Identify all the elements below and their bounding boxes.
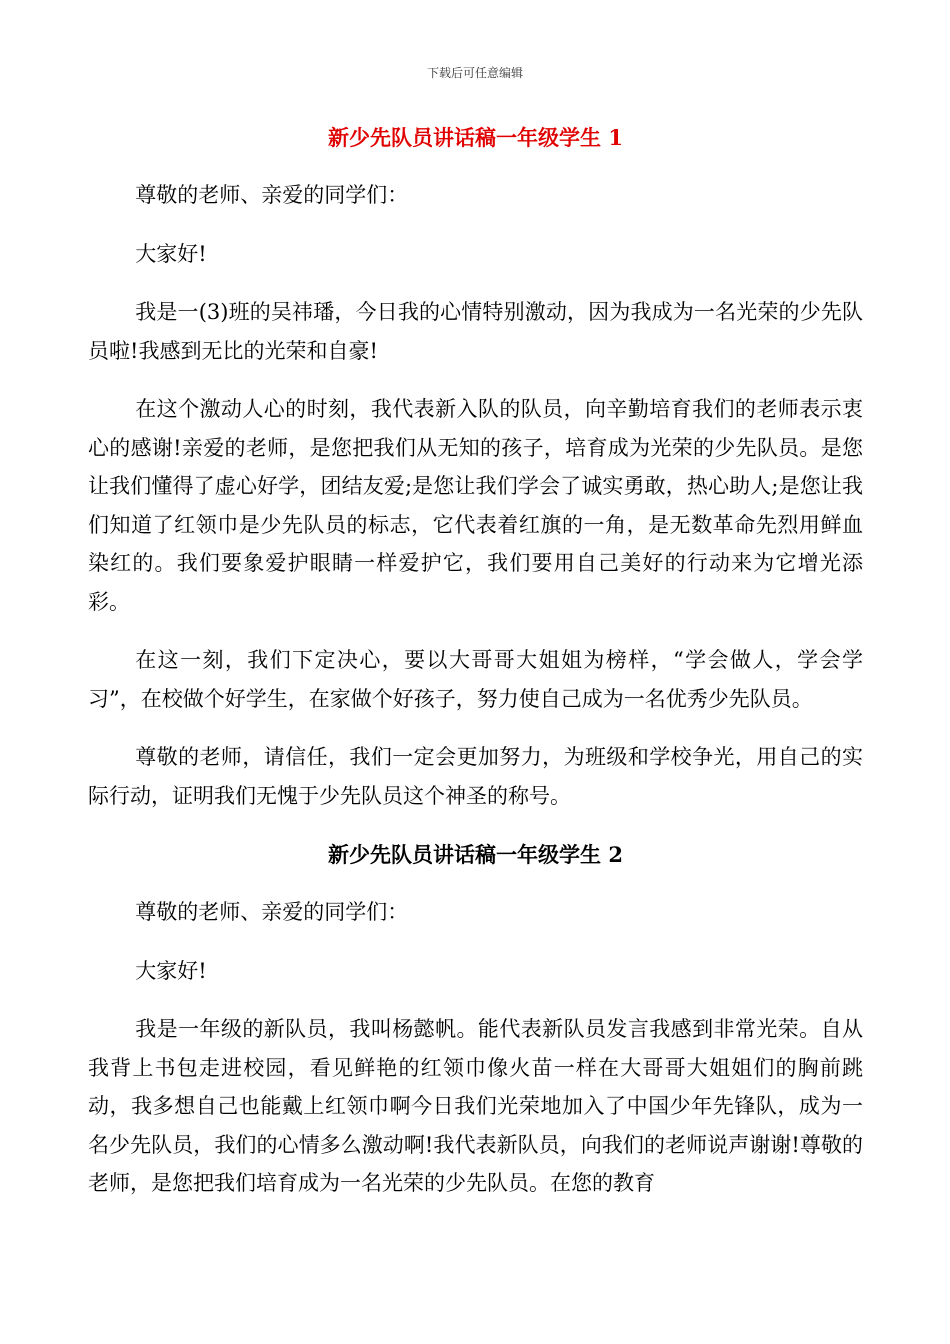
page-header-note: 下载后可任意编辑	[426, 66, 523, 80]
section-1-paragraph-intro: 我是一(3)班的吴祎璠，今日我的心情特别激动，因为我成为一名光荣的少先队员啦!我感到无比的光荣和自豪!	[88, 300, 863, 363]
section-2-salutation: 尊敬的老师、亲爱的同学们：	[135, 900, 409, 924]
section-1-salutation: 尊敬的老师、亲爱的同学们：	[135, 183, 409, 207]
section-2-paragraph-intro: 我是一年级的新队员，我叫杨懿帆。能代表新队员发言我感到非常光荣。自从我背上书包走进校园，看见鲜艳的红领巾像火苗一样在大哥哥大姐姐们的胸前跳动，我多想自己也能戴上红领巾啊今日我们光荣地加入了中国少年先锋队，成为一名少先队员，我们的心情多么激动啊!我代表新队员，向我们的老师说声谢谢!尊敬的老师，是您把我们培育成为一名光荣的少先队员。在您的教育	[88, 1017, 863, 1195]
section-1-greeting: 大家好!	[135, 241, 207, 266]
speech-section-1	[88, 118, 863, 815]
section-1-paragraph-closing: 尊敬的老师，请信任，我们一定会更加努力，为班级和学校争光，用自己的实际行动，证明我们无愧于少先队员这个神圣的称号。	[88, 745, 863, 808]
section-1-paragraph-resolve: 在这一刻，我们下定决心，要以大哥哥大姐姐为榜样，“学会做人，学会学习”，在校做个好学生，在家做个好孩子，努力使自己成为一名优秀少先队员。	[88, 648, 863, 711]
section-2-greeting: 大家好!	[135, 958, 207, 983]
section-1-paragraph-thanks: 在这个激动人心的时刻，我代表新入队的队员，向辛勤培育我们的老师表示衷心的感谢!亲爱的老师，是您把我们从无知的孩子，培育成为光荣的少先队员。是您让我们懂得了虚心好学，团结友爱;是您让我们学会了诚实勇敢，热心助人;是您让我们知道了红领巾是少先队员的标志，它代表着红旗的一角，是无数革命先烈用鲜血染红的。我们要象爱护眼睛一样爱护它，我们要用自己美好的行动来为它增光添彩。	[88, 397, 863, 614]
section-2-title: 新少先队员讲话稿一年级学生 2	[328, 842, 623, 867]
section-1-title: 新少先队员讲话稿一年级学生 1	[328, 125, 623, 150]
document-body	[88, 118, 863, 1203]
speech-section-2	[88, 835, 863, 1203]
